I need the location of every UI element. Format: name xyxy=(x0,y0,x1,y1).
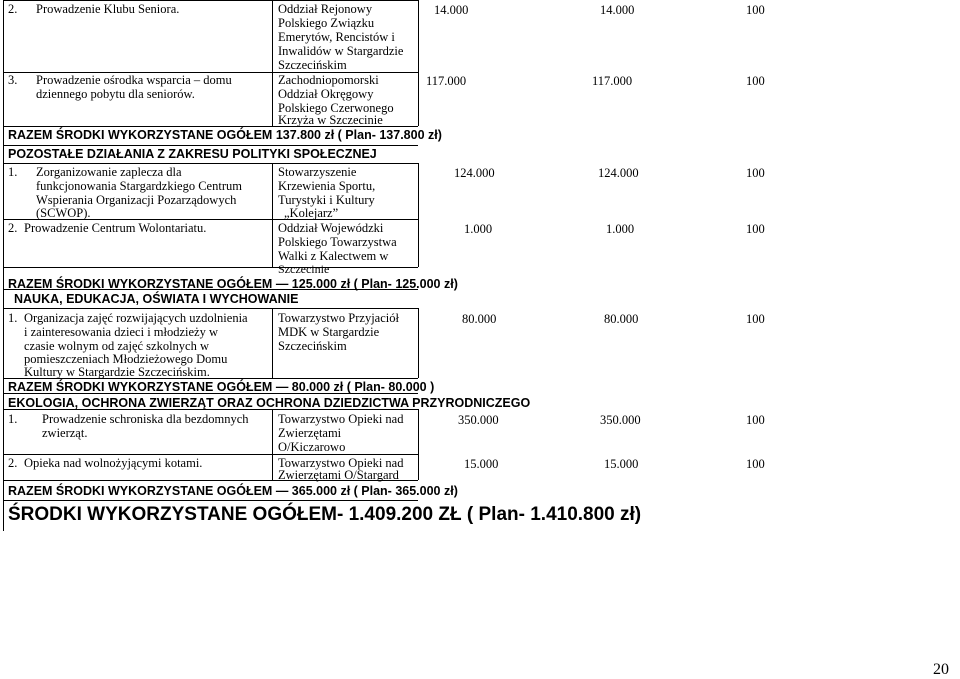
task-description: Opieka nad wolnożyjącymi kotami. xyxy=(24,456,203,470)
amount-used: 350.000 xyxy=(600,413,641,427)
organization-line: Inwalidów w Stargardzie xyxy=(278,44,404,58)
task-description: Zorganizowanie zaplecza dla xyxy=(36,165,182,179)
section-subtotal: RAZEM ŚRODKI WYKORZYSTANE OGÓŁEM — 125.000 zł ( Plan- 125.000 zł) xyxy=(8,277,458,291)
organization-line: „Kolejarz” xyxy=(284,206,339,220)
row-number: 3. xyxy=(8,73,18,87)
section-heading: NAUKA, EDUKACJA, OŚWIATA I WYCHOWANIE xyxy=(14,292,299,306)
task-description: zwierząt. xyxy=(42,426,88,440)
row-line xyxy=(3,145,418,146)
organization-line: Emerytów, Rencistów i xyxy=(278,30,395,44)
row-number: 1. xyxy=(8,412,18,426)
percent-used: 100 xyxy=(746,74,765,88)
organization-line: MDK w Stargardzie xyxy=(278,325,380,339)
amount-used: 117.000 xyxy=(592,74,633,88)
organization-line: Stowarzyszenie xyxy=(278,165,357,179)
task-description: i zainteresowania dzieci i młodzieży w xyxy=(24,325,219,339)
task-description: Prowadzenie Centrum Wolontariatu. xyxy=(24,221,207,235)
percent-used: 100 xyxy=(746,222,765,236)
row-number: 1. xyxy=(8,165,18,179)
task-description: dziennego pobytu dla seniorów. xyxy=(36,87,195,101)
amount-granted: 1.000 xyxy=(464,222,493,236)
organization-line: O/Kiczarowo xyxy=(278,440,346,454)
section-heading: POZOSTAŁE DZIAŁANIA Z ZAKRESU POLITYKI SPOŁECZNEJ xyxy=(8,147,377,161)
section-subtotal: RAZEM ŚRODKI WYKORZYSTANE OGÓŁEM — 365.000 zł ( Plan- 365.000 zł) xyxy=(8,484,458,498)
amount-granted: 14.000 xyxy=(434,3,469,17)
organization-line: Polskiego Czerwonego xyxy=(278,101,394,115)
organization-line: Szczecińskim xyxy=(278,339,347,353)
row-line xyxy=(3,454,418,455)
column-divider xyxy=(418,0,419,126)
row-number: 2. xyxy=(8,221,18,235)
row-number: 1. xyxy=(8,311,18,325)
grand-total: ŚRODKI WYKORZYSTANE OGÓŁEM- 1.409.200 ZŁ ( Plan- 1.410.800 zł) xyxy=(8,504,642,525)
task-description: Organizacja zajęć rozwijających uzdolnienia xyxy=(24,311,248,325)
organization-line: Oddział Wojewódzki xyxy=(278,221,384,235)
task-description: funkcjonowania Stargardzkiego Centrum xyxy=(36,179,242,193)
organization-line: Turystyki i Kultury xyxy=(278,193,375,207)
organization-line: Szczecinie xyxy=(278,262,330,276)
percent-used: 100 xyxy=(746,3,765,17)
organization-line: Szczecińskim xyxy=(278,58,347,72)
organization-line: Zachodniopomorski xyxy=(278,73,379,87)
amount-granted: 350.000 xyxy=(458,413,499,427)
task-description: Wspierania Organizacji Pozarządowych xyxy=(36,193,237,207)
organization-line: Oddział Okręgowy xyxy=(278,87,374,101)
organization-line: Zwierzętami O/Stargard xyxy=(278,468,399,482)
organization-line: Polskiego Związku xyxy=(278,16,375,30)
column-divider xyxy=(418,409,419,480)
percent-used: 100 xyxy=(746,312,765,326)
organization-line: Towarzystwo Opieki nad xyxy=(278,412,404,426)
percent-used: 100 xyxy=(746,457,765,471)
organization-line: Towarzystwo Przyjaciół xyxy=(278,311,399,325)
column-divider xyxy=(418,163,419,267)
task-description: Kultury w Stargardzie Szczecińskim. xyxy=(24,365,210,379)
amount-granted: 124.000 xyxy=(454,166,495,180)
organization-line: Polskiego Towarzystwa xyxy=(278,235,397,249)
amount-used: 15.000 xyxy=(604,457,639,471)
organization-line: Zwierzętami xyxy=(278,426,342,440)
row-number: 2. xyxy=(8,456,18,470)
organization-line: Krzyża w Szczecinie xyxy=(278,113,383,127)
amount-used: 80.000 xyxy=(604,312,639,326)
organization-line: Krzewienia Sportu, xyxy=(278,179,376,193)
task-description: Prowadzenie ośrodka wsparcia – domu xyxy=(36,73,232,87)
table-left-border xyxy=(3,0,4,531)
column-divider xyxy=(272,163,273,267)
percent-used: 100 xyxy=(746,413,765,427)
column-divider xyxy=(272,409,273,480)
amount-used: 1.000 xyxy=(606,222,635,236)
task-description: czasie wolnym od zajęć szkolnych w xyxy=(24,339,210,353)
row-line xyxy=(3,163,418,164)
organization-line: Oddział Rejonowy xyxy=(278,2,373,16)
row-line xyxy=(3,308,418,309)
section-heading: EKOLOGIA, OCHRONA ZWIERZĄT ORAZ OCHRONA DZIEDZICTWA PRZYRODNICZEGO xyxy=(8,396,531,410)
amount-granted: 117.000 xyxy=(426,74,467,88)
task-description: Prowadzenie Klubu Seniora. xyxy=(36,2,180,16)
column-divider xyxy=(272,308,273,378)
organization-line: Towarzystwo Opieki nad xyxy=(278,456,404,470)
section-subtotal: RAZEM ŚRODKI WYKORZYSTANE OGÓŁEM 137.800 zł ( Plan- 137.800 zł) xyxy=(8,128,442,142)
row-line xyxy=(3,267,418,268)
row-line xyxy=(3,0,418,1)
task-description: (SCWOP). xyxy=(36,206,91,220)
column-divider xyxy=(418,308,419,378)
amount-granted: 80.000 xyxy=(462,312,497,326)
amount-used: 124.000 xyxy=(598,166,639,180)
row-line xyxy=(3,500,418,501)
amount-granted: 15.000 xyxy=(464,457,499,471)
amount-used: 14.000 xyxy=(600,3,635,17)
organization-line: Walki z Kalectwem w xyxy=(278,249,389,263)
row-number: 2. xyxy=(8,2,18,16)
column-divider xyxy=(272,0,273,126)
task-description: Prowadzenie schroniska dla bezdomnych xyxy=(42,412,249,426)
percent-used: 100 xyxy=(746,166,765,180)
section-subtotal: RAZEM ŚRODKI WYKORZYSTANE OGÓŁEM — 80.000 zł ( Plan- 80.000 ) xyxy=(8,380,435,394)
task-description: pomieszczeniach Młodzieżowego Domu xyxy=(24,352,228,366)
page-number: 20 xyxy=(933,661,949,678)
